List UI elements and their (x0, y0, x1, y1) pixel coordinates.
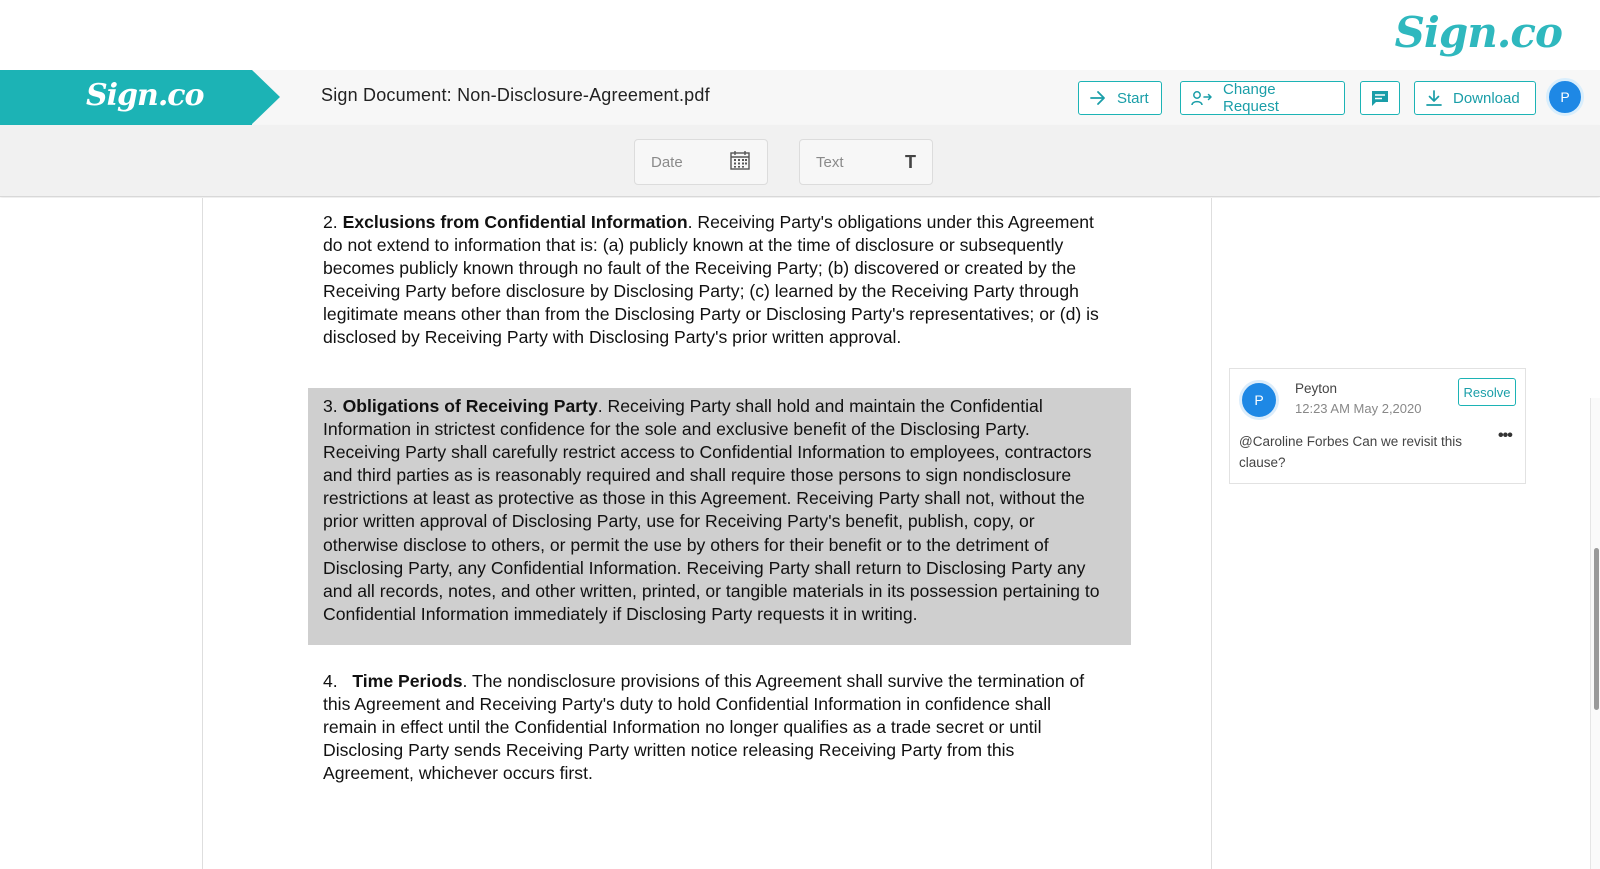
document-title: Sign Document: Non-Disclosure-Agreement.pdf (321, 85, 710, 105)
comment-button[interactable] (1360, 81, 1400, 115)
section-4 (323, 670, 1103, 785)
text-field-button[interactable] (799, 139, 933, 185)
arrow-right-icon (1089, 90, 1107, 106)
brand-banner-arrow (252, 70, 280, 124)
brand-strip (0, 0, 1600, 70)
comment-timestamp: 12:23 AM May 2,2020 (1295, 401, 1422, 416)
comment-avatar: P (1239, 380, 1279, 420)
section-3-body: . Receiving Party shall hold and maintain the Confidential Information in strictest confidence for the sole and exclusive benefit of the Disclosing Party. Receiving Party shall carefully restrict access to Confidential Information to employees, contractors and third parties as is reasonably required and shall require those persons to sign nondisclosure restrictions at least as protective as those in this Agreement. Receiving Party shall not, without the prior written approval of Disclosing Party, use for Receiving Party's benefit, publish, copy, or otherwise disclose to others, or permit the use by others for their benefit or to the detriment of Disclosing Party, any Confidential Information. Receiving Party shall return to Disclosing Party any and all records, notes, and other written, printed, or tangible materials in its possession pertaining to Confidential Information immediately if Disclosing Party requests it in writing. (323, 396, 1100, 624)
section-3-heading: Obligations of Receiving Party (342, 396, 598, 416)
download-label: Download (1453, 89, 1520, 107)
date-field-button[interactable] (634, 139, 768, 185)
comment-card (1229, 368, 1526, 484)
date-field-label: Date (651, 153, 683, 171)
scrollbar[interactable] (1590, 398, 1600, 869)
calendar-icon (729, 149, 751, 175)
chat-icon (1370, 89, 1390, 107)
comment-text: @Caroline Forbes Can we revisit this clause? (1239, 434, 1463, 470)
section-4-heading: Time Periods (352, 671, 463, 691)
section-2 (323, 211, 1103, 350)
header-bar (0, 70, 1600, 125)
change-request-button[interactable] (1180, 81, 1345, 115)
scroll-thumb[interactable] (1594, 548, 1599, 710)
resolve-button[interactable]: Resolve (1458, 378, 1516, 406)
field-toolbar (0, 125, 1600, 197)
user-arrow-icon (1191, 90, 1213, 106)
section-3 (323, 395, 1103, 626)
document-area (0, 198, 1600, 869)
download-icon (1425, 89, 1443, 107)
download-button[interactable] (1414, 81, 1536, 115)
text-icon: T (905, 151, 916, 172)
start-label: Start (1117, 89, 1149, 107)
corner-logo: Sign.co (1394, 8, 1562, 57)
section-2-heading: Exclusions from Confidential Information (342, 212, 688, 232)
section-3-number: 3. (323, 396, 338, 416)
section-2-body: . Receiving Party's obligations under this Agreement do not extend to information that is: (a) publicly known at the time of disclosure or subsequently becomes publicly known through no fault of the Receiving Party; (b) discovered or created by the Receiving Party before disclosure by Disclosing Party; (c) learned by the Receiving Party through legitimate means other than from the Disclosing Party or Disclosing Party's representatives; or (d) is disclosed by Receiving Party with Disclosing Party's prior written approval. (323, 212, 1099, 348)
comment-author: Peyton (1295, 381, 1338, 396)
section-4-number: 4. (323, 671, 338, 691)
section-2-number: 2. (323, 212, 338, 232)
more-options-icon[interactable]: ••• (1498, 427, 1512, 444)
change-request-label: Change Request (1223, 81, 1279, 115)
document-page[interactable] (202, 198, 1212, 869)
text-field-label: Text (816, 153, 844, 171)
banner-logo: Sign.co (86, 78, 204, 113)
user-avatar[interactable]: P (1546, 78, 1584, 116)
start-button[interactable] (1078, 81, 1162, 115)
section-4-body: . The nondisclosure provisions of this Agreement shall survive the termination of this Agreement and Receiving Party's duty to hold Confidential Information in confidence shall remain in effect until the Confidential Information no longer qualifies as a trade secret or until Disclosing Party sends Receiving Party written notice releasing Receiving Party from this Agreement, whichever occurs first. (323, 671, 1085, 784)
